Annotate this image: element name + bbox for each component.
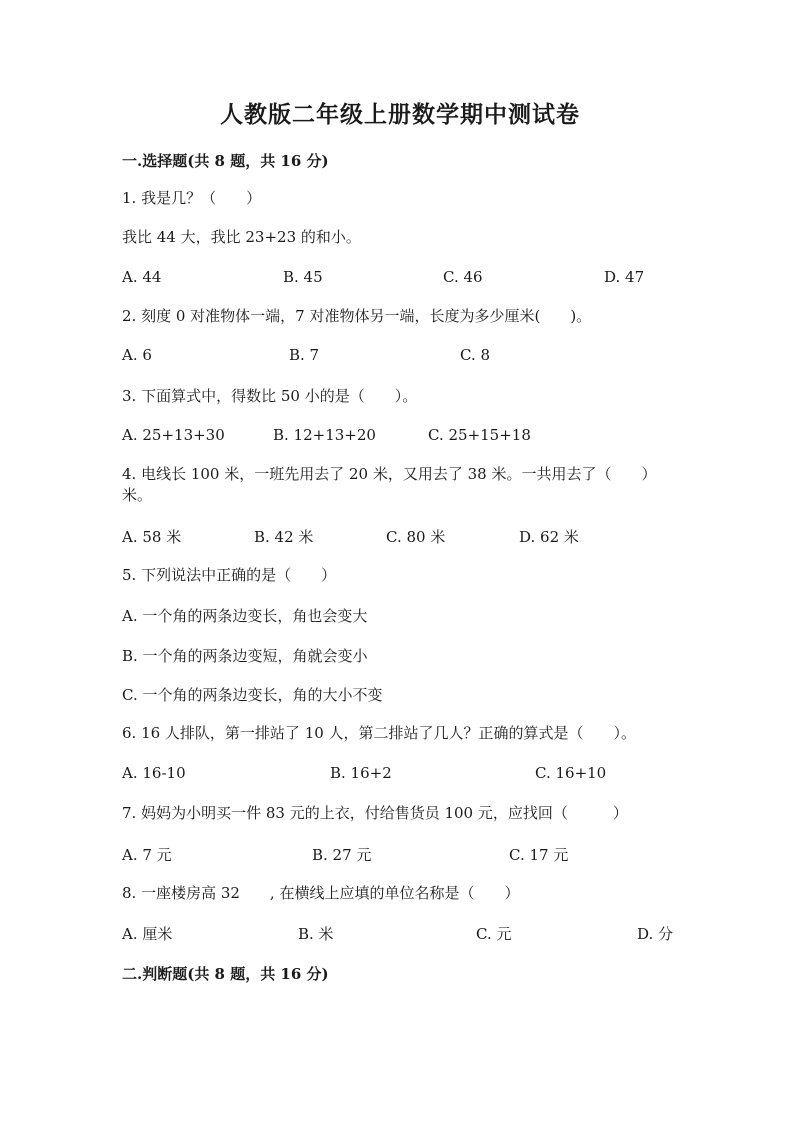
question-1-option-d: D. 47 xyxy=(604,268,645,286)
question-2-option-b: B. 7 xyxy=(289,346,320,364)
question-7-option-b: B. 27 元 xyxy=(312,846,372,864)
section-heading-judgement: 二.判断题(共 8 题，共 16 分) xyxy=(122,965,329,983)
question-2-option-c: C. 8 xyxy=(460,346,491,364)
question-5-option-b: B. 一个角的两条边变短，角就会变小 xyxy=(122,647,368,665)
question-8-option-d: D. 分 xyxy=(637,925,674,943)
question-5: 5. 下列说法中正确的是（ ） xyxy=(122,566,337,584)
question-3-option-b: B. 12+13+20 xyxy=(273,426,376,444)
question-2-option-a: A. 6 xyxy=(122,346,152,364)
question-2: 2. 刻度 0 对准物体一端，7 对准物体另一端，长度为多少厘米( )。 xyxy=(122,307,592,325)
question-4-option-d: D. 62 米 xyxy=(519,528,579,546)
question-3: 3. 下面算式中，得数比 50 小的是（ ）。 xyxy=(122,387,418,405)
question-6-option-a: A. 16-10 xyxy=(122,764,186,782)
question-1-detail: 我比 44 大，我比 23+23 的和小。 xyxy=(122,228,361,246)
question-6: 6. 16 人排队，第一排站了 10 人，第二排站了几人？正确的算式是（ ）。 xyxy=(122,724,637,742)
question-4-option-a: A. 58 米 xyxy=(122,528,182,546)
question-8-option-b: B. 米 xyxy=(298,925,334,943)
question-1-option-b: B. 45 xyxy=(283,268,323,286)
question-4: 4. 电线长 100 米，一班先用去了 20 米，又用去了 38 米。一共用去了（ ）米。 xyxy=(122,465,657,504)
page-title: 人教版二年级上册数学期中测试卷 xyxy=(220,101,580,128)
question-5-option-c: C. 一个角的两条边变长，角的大小不变 xyxy=(122,686,383,704)
question-6-option-c: C. 16+10 xyxy=(535,764,607,782)
question-1: 1. 我是几？（ ） xyxy=(122,189,262,207)
question-7-option-a: A. 7 元 xyxy=(122,846,172,864)
question-5-option-a: A. 一个角的两条边变长，角也会变大 xyxy=(122,607,368,625)
question-7-option-c: C. 17 元 xyxy=(509,846,569,864)
question-8-option-a: A. 厘米 xyxy=(122,925,173,943)
question-1-option-c: C. 46 xyxy=(443,268,483,286)
section-heading-choice: 一.选择题(共 8 题，共 16 分) xyxy=(122,152,329,170)
question-6-option-b: B. 16+2 xyxy=(330,764,392,782)
question-4-option-c: C. 80 米 xyxy=(386,528,446,546)
question-1-option-a: A. 44 xyxy=(122,268,162,286)
question-8: 8. 一座楼房高 32 , 在横线上应填的单位名称是（ ） xyxy=(122,884,520,902)
question-4-option-b: B. 42 米 xyxy=(254,528,314,546)
question-3-option-c: C. 25+15+18 xyxy=(428,426,531,444)
question-8-option-c: C. 元 xyxy=(476,925,512,943)
question-7: 7. 妈妈为小明买一件 83 元的上衣，付给售货员 100 元，应找回（ ） xyxy=(122,804,628,822)
question-3-option-a: A. 25+13+30 xyxy=(122,426,225,444)
